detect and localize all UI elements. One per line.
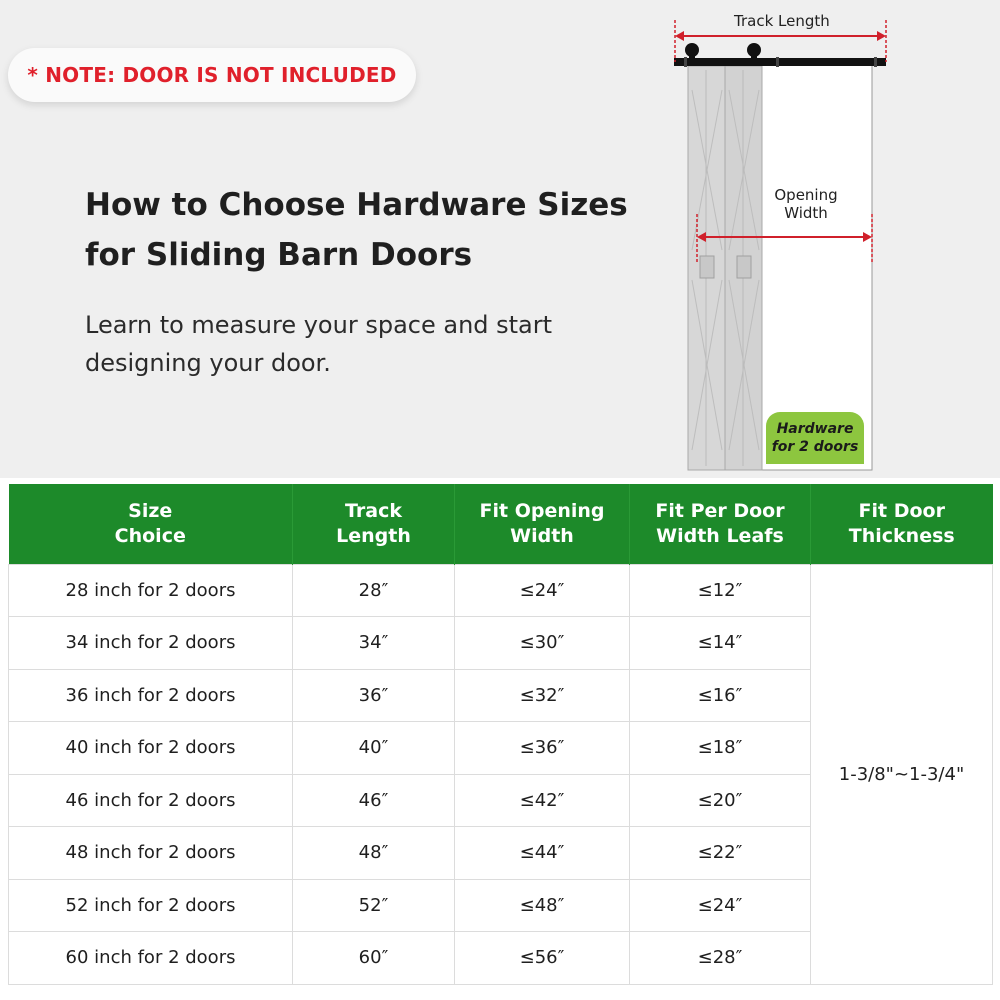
table-body [9, 564, 993, 984]
size-table [8, 484, 993, 985]
cell-track-length: 60″ [293, 932, 455, 985]
header-fit-per-door-width: Fit Per Door Width Leafs [630, 484, 811, 564]
cell-opening-width: ≤56″ [455, 932, 630, 985]
cell-per-door-width: ≤16″ [630, 669, 811, 722]
cell-opening-width: ≤42″ [455, 774, 630, 827]
cell-size-choice: 34 inch for 2 doors [9, 617, 293, 670]
subtitle [85, 306, 645, 382]
subtitle-line-2: designing your door. [85, 349, 331, 377]
size-table-container [8, 484, 992, 992]
track-rail [674, 43, 886, 67]
cell-size-choice: 28 inch for 2 doors [9, 564, 293, 617]
cell-size-choice: 52 inch for 2 doors [9, 879, 293, 932]
cell-track-length: 48″ [293, 827, 455, 880]
barn-door-diagram [660, 0, 1000, 478]
cell-track-length: 28″ [293, 564, 455, 617]
cell-per-door-width: ≤22″ [630, 827, 811, 880]
cell-size-choice: 48 inch for 2 doors [9, 827, 293, 880]
cell-opening-width: ≤48″ [455, 879, 630, 932]
cell-track-length: 40″ [293, 722, 455, 775]
header-track-length: Track Length [293, 484, 455, 564]
subtitle-line-1: Learn to measure your space and start [85, 311, 553, 339]
cell-per-door-width: ≤20″ [630, 774, 811, 827]
cell-opening-width: ≤32″ [455, 669, 630, 722]
header-fit-opening-width: Fit Opening Width [455, 484, 630, 564]
cell-size-choice: 36 inch for 2 doors [9, 669, 293, 722]
cell-opening-width: ≤24″ [455, 564, 630, 617]
cell-per-door-width: ≤24″ [630, 879, 811, 932]
hardware-badge [766, 412, 864, 464]
cell-track-length: 52″ [293, 879, 455, 932]
badge-line-1: Hardware [776, 421, 854, 437]
title-line-2: for Sliding Barn Doors [85, 237, 473, 273]
door-illustration [660, 0, 1000, 478]
cell-size-choice: 60 inch for 2 doors [9, 932, 293, 985]
door-leaves [688, 66, 762, 470]
cell-track-length: 36″ [293, 669, 455, 722]
note-banner: * NOTE: DOOR IS NOT INCLUDED [8, 48, 416, 102]
cell-per-door-width: ≤28″ [630, 932, 811, 985]
track-length-label: Track Length [734, 12, 830, 30]
hero-section [0, 0, 1000, 478]
cell-track-length: 46″ [293, 774, 455, 827]
cell-size-choice: 40 inch for 2 doors [9, 722, 293, 775]
cell-door-thickness: 1-3/8"~1-3/4" [811, 564, 993, 984]
title-line-1: How to Choose Hardware Sizes [85, 187, 628, 223]
table-row [9, 564, 993, 617]
cell-per-door-width: ≤12″ [630, 564, 811, 617]
header-fit-door-thickness: Fit Door Thickness [811, 484, 993, 564]
header-size-choice: Size Choice [9, 484, 293, 564]
page-title [85, 180, 645, 280]
cell-opening-width: ≤36″ [455, 722, 630, 775]
cell-track-length: 34″ [293, 617, 455, 670]
cell-size-choice: 46 inch for 2 doors [9, 774, 293, 827]
cell-opening-width: ≤30″ [455, 617, 630, 670]
opening-label-line-1: Opening [774, 186, 838, 204]
table-header-row [9, 484, 993, 564]
cell-opening-width: ≤44″ [455, 827, 630, 880]
cell-per-door-width: ≤18″ [630, 722, 811, 775]
opening-width-label [760, 186, 852, 222]
cell-per-door-width: ≤14″ [630, 617, 811, 670]
opening-label-line-2: Width [784, 204, 828, 222]
badge-line-2: for 2 doors [771, 439, 859, 455]
